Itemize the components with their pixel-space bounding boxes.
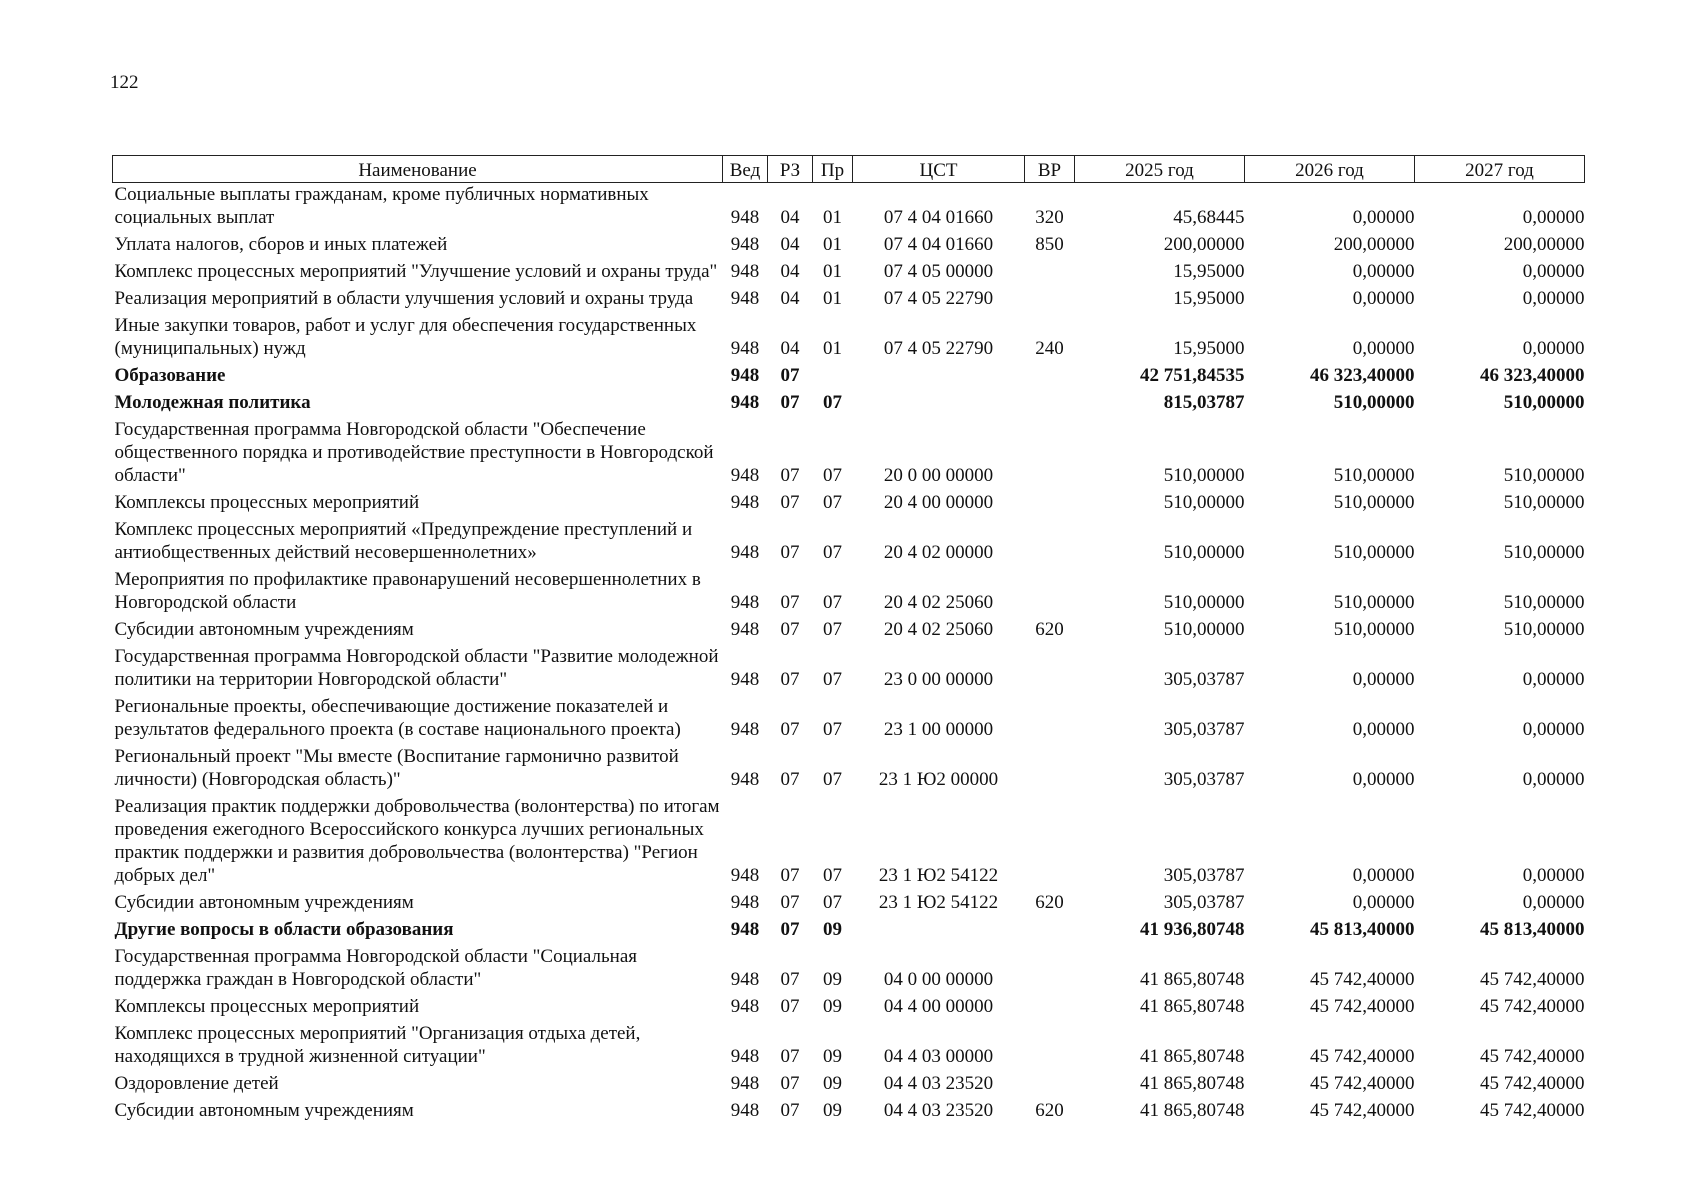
table-row [113, 568, 1585, 618]
cell-vr [1025, 645, 1075, 695]
cell-rz: 04 [780, 338, 800, 359]
cell-pr: 07 [823, 592, 842, 613]
cell-rz: 07 [780, 365, 800, 386]
cell-vr [1025, 918, 1075, 945]
cell-cst: 20 4 02 00000 [883, 542, 994, 563]
table-row [113, 314, 1585, 364]
cell-name: Комплексы процессных мероприятий [114, 996, 420, 1017]
cell-pr: 07 [823, 465, 842, 486]
cell-cst: 23 1 Ю2 54122 [878, 865, 999, 886]
cell-cst: 04 0 00 00000 [883, 969, 994, 990]
cell-ved: 948 [730, 465, 760, 486]
cell-vr: 620 [1035, 1100, 1064, 1121]
cell-name: Комплексы процессных мероприятий [114, 492, 420, 513]
page-number: 122 [110, 72, 139, 93]
table-row [113, 995, 1585, 1022]
cell-2027: 510,00000 [1503, 492, 1585, 513]
cell-2025: 41 865,80748 [1140, 1100, 1245, 1121]
cell-2026: 45 742,40000 [1310, 969, 1415, 990]
cell-2026: 0,00000 [1352, 769, 1415, 790]
table-row [113, 1022, 1585, 1072]
cell-2026: 0,00000 [1352, 892, 1415, 913]
cell-ved: 948 [730, 338, 760, 359]
cell-rz: 07 [780, 969, 800, 990]
cell-name: Комплекс процессных мероприятий «Предупреждение преступлений и антиобщественных действий несовершеннолетних» [114, 519, 693, 563]
cell-2025: 41 936,80748 [1140, 919, 1245, 940]
cell-2027: 0,00000 [1522, 207, 1585, 228]
cell-ved: 948 [730, 234, 760, 255]
cell-2025: 305,03787 [1163, 892, 1245, 913]
cell-pr: 07 [823, 392, 842, 413]
cell-vr [1025, 391, 1075, 418]
cell-pr: 01 [823, 261, 842, 282]
cell-2027: 510,00000 [1503, 542, 1585, 563]
cell-rz: 04 [780, 288, 800, 309]
cell-2025: 15,95000 [1173, 288, 1245, 309]
cell-cst: 04 4 03 23520 [883, 1073, 994, 1094]
cell-2026: 510,00000 [1333, 392, 1415, 413]
header-ved: Вед [723, 156, 768, 183]
cell-2026: 45 742,40000 [1310, 996, 1415, 1017]
cell-2025: 41 865,80748 [1140, 996, 1245, 1017]
cell-2025: 41 865,80748 [1140, 969, 1245, 990]
cell-vr [1025, 568, 1075, 618]
cell-vr [1025, 491, 1075, 518]
cell-name: Оздоровление детей [114, 1073, 279, 1094]
table-row [113, 1099, 1585, 1126]
budget-table [112, 155, 1585, 1126]
cell-vr: 320 [1035, 207, 1064, 228]
cell-ved: 948 [730, 288, 760, 309]
cell-2026: 510,00000 [1333, 492, 1415, 513]
cell-2025: 305,03787 [1163, 865, 1245, 886]
cell-cst: 04 4 03 23520 [883, 1100, 994, 1121]
cell-rz: 07 [780, 1046, 800, 1067]
table-row [113, 260, 1585, 287]
cell-2025: 200,00000 [1163, 234, 1245, 255]
cell-cst [853, 391, 1025, 418]
cell-cst: 07 4 04 01660 [883, 207, 994, 228]
cell-vr [1025, 518, 1075, 568]
cell-2025: 510,00000 [1163, 619, 1245, 640]
cell-ved: 948 [730, 261, 760, 282]
table-row [113, 891, 1585, 918]
cell-2025: 41 865,80748 [1140, 1073, 1245, 1094]
table-row [113, 695, 1585, 745]
header-name: Наименование [113, 156, 723, 183]
header-2025: 2025 год [1075, 156, 1245, 183]
cell-ved: 948 [730, 769, 760, 790]
cell-name: Социальные выплаты гражданам, кроме публичных нормативных социальных выплат [114, 184, 649, 228]
cell-rz: 07 [780, 919, 800, 940]
cell-2026: 45 742,40000 [1310, 1100, 1415, 1121]
cell-2026: 510,00000 [1333, 619, 1415, 640]
cell-2025: 815,03787 [1163, 392, 1245, 413]
cell-vr: 850 [1035, 234, 1064, 255]
cell-2025: 510,00000 [1163, 492, 1245, 513]
cell-ved: 948 [730, 719, 760, 740]
cell-pr: 09 [823, 1046, 842, 1067]
cell-cst: 23 1 00 00000 [883, 719, 994, 740]
cell-name: Субсидии автономным учреждениям [114, 619, 414, 640]
cell-name: Субсидии автономным учреждениям [114, 1100, 414, 1121]
cell-cst: 07 4 05 00000 [883, 261, 994, 282]
cell-rz: 07 [780, 669, 800, 690]
cell-2025: 41 865,80748 [1140, 1046, 1245, 1067]
cell-name: Реализация практик поддержки добровольчества (волонтерства) по итогам проведения ежегодного Всероссийского конкурса лучших региональных практик поддержки и развития добровольчества (волонтерства) "Регион добрых дел" [114, 796, 720, 886]
cell-pr: 09 [823, 919, 842, 940]
cell-name: Мероприятия по профилактике правонарушений несовершеннолетних в Новгородской области [114, 569, 701, 613]
cell-ved: 948 [730, 865, 760, 886]
cell-rz: 07 [780, 1100, 800, 1121]
table-row [113, 645, 1585, 695]
header-2026: 2026 год [1245, 156, 1415, 183]
cell-name: Уплата налогов, сборов и иных платежей [114, 234, 448, 255]
cell-vr [1025, 418, 1075, 491]
cell-2027: 45 742,40000 [1480, 1100, 1585, 1121]
cell-2027: 0,00000 [1522, 719, 1585, 740]
cell-rz: 07 [780, 542, 800, 563]
cell-name: Государственная программа Новгородской области "Обеспечение общественного порядка и противодействие преступности в Новгородской области" [114, 419, 714, 486]
cell-vr: 620 [1035, 619, 1064, 640]
cell-rz: 07 [780, 465, 800, 486]
table-row [113, 391, 1585, 418]
cell-name: Образование [114, 365, 226, 386]
cell-2027: 45 813,40000 [1480, 919, 1585, 940]
cell-ved: 948 [730, 619, 760, 640]
cell-name: Государственная программа Новгородской области "Развитие молодежной политики на территории Новгородской области" [114, 646, 719, 690]
table-row [113, 918, 1585, 945]
cell-rz: 07 [780, 996, 800, 1017]
cell-pr: 07 [823, 892, 842, 913]
table-row [113, 287, 1585, 314]
cell-pr: 01 [823, 234, 842, 255]
cell-cst: 07 4 05 22790 [883, 288, 994, 309]
cell-vr [1025, 287, 1075, 314]
cell-2026: 510,00000 [1333, 592, 1415, 613]
cell-ved: 948 [730, 919, 760, 940]
cell-2026: 0,00000 [1352, 865, 1415, 886]
cell-pr: 01 [823, 288, 842, 309]
cell-rz: 07 [780, 392, 800, 413]
cell-2025: 510,00000 [1163, 592, 1245, 613]
cell-ved: 948 [730, 392, 760, 413]
cell-2027: 0,00000 [1522, 338, 1585, 359]
cell-2026: 0,00000 [1352, 207, 1415, 228]
cell-ved: 948 [730, 207, 760, 228]
table-row [113, 364, 1585, 391]
cell-cst: 07 4 05 22790 [883, 338, 994, 359]
header-vr: ВР [1025, 156, 1075, 183]
cell-pr: 07 [823, 865, 842, 886]
cell-ved: 948 [730, 892, 760, 913]
table-row [113, 945, 1585, 995]
cell-ved: 948 [730, 1046, 760, 1067]
cell-2026: 46 323,40000 [1310, 365, 1415, 386]
cell-vr [1025, 695, 1075, 745]
cell-cst: 20 4 00 00000 [883, 492, 994, 513]
cell-cst: 04 4 03 00000 [883, 1046, 994, 1067]
table-row [113, 491, 1585, 518]
cell-rz: 07 [780, 619, 800, 640]
cell-cst: 23 1 Ю2 54122 [878, 892, 999, 913]
cell-2026: 45 742,40000 [1310, 1046, 1415, 1067]
cell-cst: 04 4 00 00000 [883, 996, 994, 1017]
table-row [113, 418, 1585, 491]
cell-rz: 07 [780, 892, 800, 913]
cell-ved: 948 [730, 1073, 760, 1094]
cell-pr: 01 [823, 338, 842, 359]
cell-vr [1025, 745, 1075, 795]
table-row [113, 233, 1585, 260]
cell-2025: 305,03787 [1163, 669, 1245, 690]
header-cst: ЦСТ [853, 156, 1025, 183]
cell-2027: 0,00000 [1522, 892, 1585, 913]
cell-ved: 948 [730, 669, 760, 690]
cell-name: Комплекс процессных мероприятий "Улучшение условий и охраны труда" [114, 261, 718, 282]
cell-name: Комплекс процессных мероприятий "Организация отдыха детей, находящихся в трудной жизненной ситуации" [114, 1023, 641, 1067]
cell-pr: 07 [823, 542, 842, 563]
cell-cst: 23 0 00 00000 [883, 669, 994, 690]
table-body [113, 183, 1585, 1127]
cell-2027: 45 742,40000 [1480, 969, 1585, 990]
cell-pr: 07 [823, 769, 842, 790]
cell-2026: 510,00000 [1333, 542, 1415, 563]
cell-2027: 45 742,40000 [1480, 1046, 1585, 1067]
cell-2027: 46 323,40000 [1480, 365, 1585, 386]
cell-2025: 15,95000 [1173, 261, 1245, 282]
cell-2027: 0,00000 [1522, 865, 1585, 886]
cell-2025: 510,00000 [1163, 542, 1245, 563]
cell-2025: 510,00000 [1163, 465, 1245, 486]
cell-vr: 620 [1035, 892, 1064, 913]
cell-name: Иные закупки товаров, работ и услуг для обеспечения государственных (муниципальных) нужд [114, 315, 697, 359]
cell-2026: 0,00000 [1352, 288, 1415, 309]
cell-vr [1025, 995, 1075, 1022]
cell-2027: 45 742,40000 [1480, 996, 1585, 1017]
cell-vr [1025, 795, 1075, 891]
cell-rz: 04 [780, 234, 800, 255]
cell-name: Другие вопросы в области образования [114, 919, 454, 940]
cell-2025: 42 751,84535 [1140, 365, 1245, 386]
cell-ved: 948 [730, 365, 760, 386]
cell-2026: 0,00000 [1352, 669, 1415, 690]
cell-name: Реализация мероприятий в области улучшения условий и охраны труда [114, 288, 694, 309]
cell-ved: 948 [730, 996, 760, 1017]
cell-pr: 07 [823, 619, 842, 640]
cell-rz: 07 [780, 719, 800, 740]
cell-cst: 20 4 02 25060 [883, 619, 994, 640]
cell-2027: 0,00000 [1522, 261, 1585, 282]
cell-rz: 07 [780, 592, 800, 613]
cell-2025: 305,03787 [1163, 719, 1245, 740]
cell-cst: 23 1 Ю2 00000 [878, 769, 999, 790]
cell-name: Молодежная политика [114, 392, 311, 413]
cell-vr [1025, 364, 1075, 391]
cell-name: Государственная программа Новгородской области "Социальная поддержка граждан в Новгородской области" [114, 946, 638, 990]
cell-ved: 948 [730, 1100, 760, 1121]
cell-2027: 510,00000 [1503, 619, 1585, 640]
cell-2027: 0,00000 [1522, 288, 1585, 309]
cell-pr: 09 [823, 969, 842, 990]
cell-cst [853, 918, 1025, 945]
cell-rz: 07 [780, 492, 800, 513]
cell-2027: 200,00000 [1503, 234, 1585, 255]
cell-pr: 07 [823, 492, 842, 513]
cell-2026: 0,00000 [1352, 261, 1415, 282]
cell-vr [1025, 260, 1075, 287]
cell-2027: 0,00000 [1522, 769, 1585, 790]
cell-vr [1025, 945, 1075, 995]
table-row [113, 795, 1585, 891]
cell-2026: 200,00000 [1333, 234, 1415, 255]
cell-2027: 510,00000 [1503, 465, 1585, 486]
table-row [113, 745, 1585, 795]
table-row [113, 518, 1585, 568]
cell-2027: 0,00000 [1522, 669, 1585, 690]
cell-ved: 948 [730, 969, 760, 990]
cell-pr [813, 364, 853, 391]
table-row [113, 618, 1585, 645]
cell-2026: 510,00000 [1333, 465, 1415, 486]
cell-2027: 510,00000 [1503, 392, 1585, 413]
cell-2027: 510,00000 [1503, 592, 1585, 613]
cell-name: Субсидии автономным учреждениям [114, 892, 414, 913]
cell-rz: 07 [780, 769, 800, 790]
table-row [113, 183, 1585, 234]
cell-rz: 07 [780, 1073, 800, 1094]
cell-name: Региональные проекты, обеспечивающие достижение показателей и результатов федерального проекта (в составе национального проекта) [114, 696, 681, 740]
cell-vr [1025, 1072, 1075, 1099]
cell-cst: 07 4 04 01660 [883, 234, 994, 255]
cell-vr [1025, 1022, 1075, 1072]
cell-rz: 07 [780, 865, 800, 886]
cell-pr: 07 [823, 719, 842, 740]
cell-2026: 45 813,40000 [1310, 919, 1415, 940]
cell-pr: 07 [823, 669, 842, 690]
cell-name: Региональный проект "Мы вместе (Воспитание гармонично развитой личности) (Новгородская область)" [114, 746, 679, 790]
cell-pr: 09 [823, 1073, 842, 1094]
cell-rz: 04 [780, 261, 800, 282]
cell-2025: 15,95000 [1173, 338, 1245, 359]
cell-2026: 0,00000 [1352, 338, 1415, 359]
cell-2026: 0,00000 [1352, 719, 1415, 740]
cell-cst: 20 0 00 00000 [883, 465, 994, 486]
cell-cst: 20 4 02 25060 [883, 592, 994, 613]
cell-pr: 09 [823, 1100, 842, 1121]
header-rz: РЗ [768, 156, 813, 183]
cell-ved: 948 [730, 542, 760, 563]
cell-2026: 45 742,40000 [1310, 1073, 1415, 1094]
cell-2025: 45,68445 [1173, 207, 1245, 228]
table-header [113, 156, 1585, 183]
table-row [113, 1072, 1585, 1099]
header-2027: 2027 год [1415, 156, 1585, 183]
cell-ved: 948 [730, 492, 760, 513]
cell-pr: 09 [823, 996, 842, 1017]
cell-ved: 948 [730, 592, 760, 613]
cell-rz: 04 [780, 207, 800, 228]
cell-cst [853, 364, 1025, 391]
cell-2025: 305,03787 [1163, 769, 1245, 790]
header-pr: Пр [813, 156, 853, 183]
cell-2027: 45 742,40000 [1480, 1073, 1585, 1094]
cell-pr: 01 [823, 207, 842, 228]
cell-vr: 240 [1035, 338, 1064, 359]
